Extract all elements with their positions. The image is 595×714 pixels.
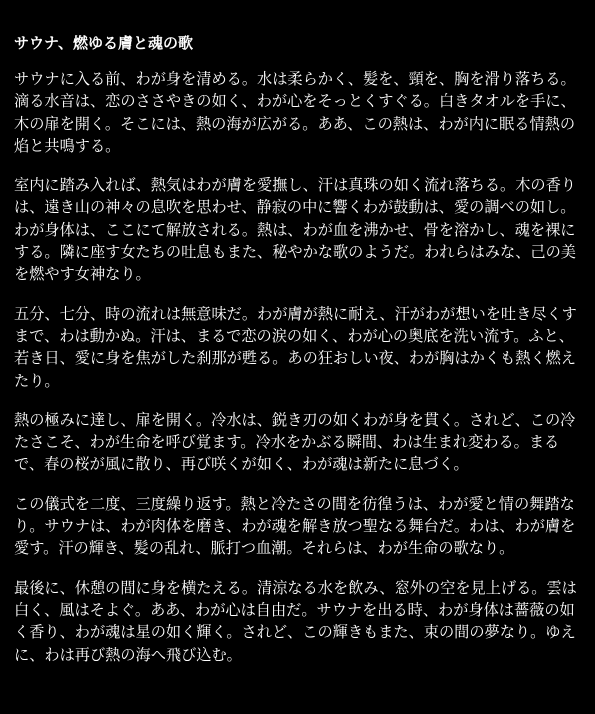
paragraph-1: サウナに入る前、わが身を清める。水は柔らかく、髪を、頸を、胸を滑り落ちる。滴る水音は、恋のささやきの如く、わが心をそっとくすぐる。白きタオルを手に、木の扉を開く。そこには、熱の海が広がる。ああ、この熱は、わが内に眠る情熱の焰と共鳴する。 — [14, 70, 576, 155]
paragraph-4: 熱の極みに達し、扉を開く。冷水は、鋭き刃の如くわが身を貫く。されど、この冷たさこそ、わが生命を呼び覚ます。冷水をかぶる瞬間、わは生まれ変わる。まるで、春の桜が風に散り、再び咲くが如く、わが魂は新たに息づく。 — [14, 410, 576, 474]
paragraph-3: 五分、七分、時の流れは無意味だ。わが膚が熱に耐え、汗がわが想いを吐き尽くすまで、わは動かぬ。汗は、まるで恋の涙の如く、わが心の奥底を洗い流す。ふと、若き日、愛に身を焦がした刹那が甦る。あの狂おしい夜、わが胸はかくも熱く燃えたり。 — [14, 304, 577, 390]
paragraph-6: 最後に、休憩の間に身を横たえる。清涼なる水を飲み、窓外の空を見上げる。雲は白く、風はそよぐ。ああ、わが心は自由だ。サウナを出る時、わが身体は薔薇の如く香り、わが魂は星の如く輝く。されど、この輝きもまた、束の間の夢なり。ゆえに、わは再び熱の海へ飛び込む。 — [14, 578, 577, 664]
paragraph-5: この儀式を二度、三度繰り返す。熱と冷たさの間を彷徨うは、わが愛と情の舞踏なり。サウナは、わが肉体を磨き、わが魂を解き放つ聖なる舞台だ。わは、わが膚を愛す。汗の輝き、髪の乱れ、脈打つ血潮。それらは、わが生命の歌なり。 — [14, 494, 576, 558]
paragraph-2: 室内に踏み入れば、熱気はわが膚を愛撫し、汗は真珠の如く流れ落ちる。木の香りは、遠き山の神々の息吹を思わせ、静寂の中に響くわが鼓動は、愛の調べの如し。わが身体は、ここにて解放される。熱は、わが血を沸かせ、骨を溶かし、魂を裸にする。隣に座す女たちの吐息もまた、秘やかな歌のようだ。われらはみな、己の美を燃やす女神なり。 — [14, 176, 576, 284]
document-title: サウナ、燃ゆる膚と魂の歌 — [14, 34, 193, 52]
